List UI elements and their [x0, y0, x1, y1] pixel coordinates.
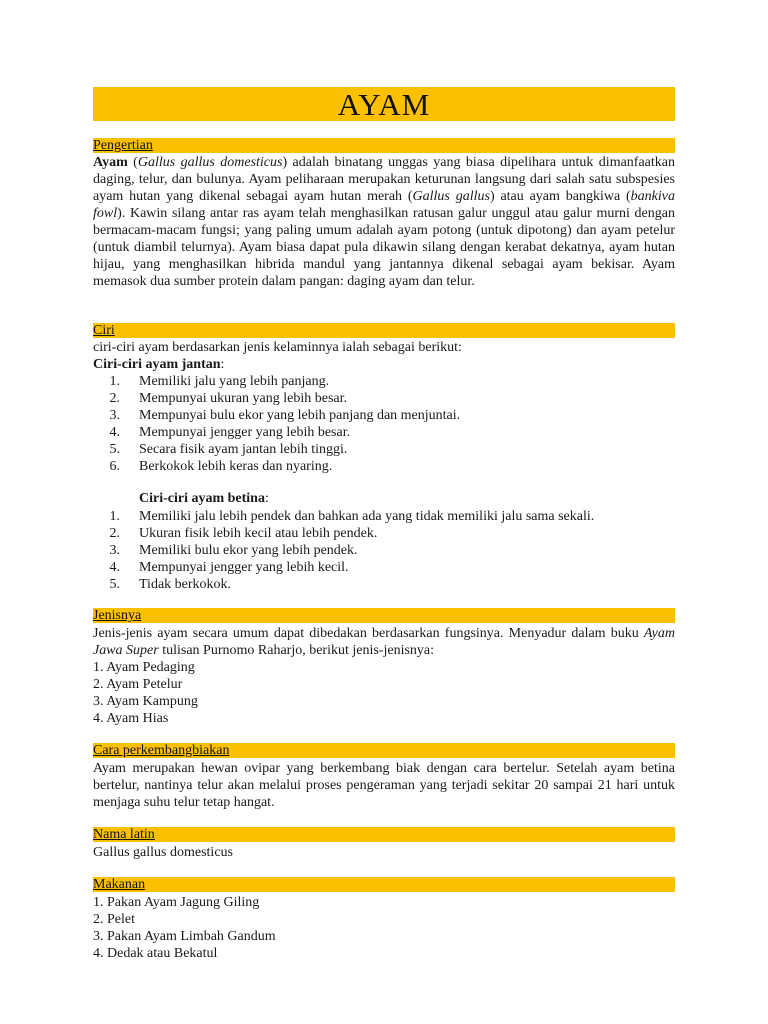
- scientific-name-2: Gallus gallus: [412, 189, 490, 204]
- section-heading-makanan: Makanan: [93, 877, 675, 892]
- section-heading-nama-latin: Nama latin: [93, 827, 675, 842]
- list-number: 4.: [109, 425, 120, 440]
- list-number: 6.: [109, 459, 120, 474]
- list-number: 1.: [109, 374, 120, 389]
- book-title: Ayam Jawa Super: [93, 626, 675, 658]
- pengertian-paragraph: [93, 154, 675, 290]
- list-item: Mempunyai ukuran yang lebih besar.: [139, 391, 348, 406]
- jenis-text-a: Jenis-jenis ayam secara umum dapat dibedakan berdasarkan fungsinya. Menyadur dalam buku: [93, 626, 644, 641]
- list-item: 4. Dedak atau Bekatul: [93, 946, 218, 961]
- list-number: 2.: [109, 526, 120, 541]
- ciri-jantan-colon: :: [220, 357, 225, 372]
- list-number: 5.: [109, 577, 120, 592]
- ciri-jantan-label: [93, 356, 224, 373]
- ciri-jantan-title: Ciri-ciri ayam jantan: [93, 357, 221, 372]
- pengertian-text-a: (: [127, 155, 138, 170]
- ciri-intro: ciri-ciri ayam berdasarkan jenis kelaminnya ialah sebagai berikut:: [93, 340, 462, 355]
- list-number: 3.: [109, 543, 120, 558]
- scientific-name: Gallus gallus domesticus: [137, 155, 283, 170]
- list-item: Tidak berkokok.: [139, 577, 232, 592]
- list-item: Secara fisik ayam jantan lebih tinggi.: [139, 442, 348, 457]
- section-heading-cara: Cara perkembangbiakan: [93, 743, 675, 758]
- pengertian-text-c: ) atau ayam bangkiwa (: [489, 189, 631, 204]
- list-item: Memiliki jalu yang lebih panjang.: [139, 374, 330, 389]
- jenis-text-b: tulisan Purnomo Raharjo, berikut jenis-jenisnya:: [158, 643, 435, 658]
- list-item: Ukuran fisik lebih kecil atau lebih pendek.: [139, 526, 378, 541]
- list-number: 1.: [109, 509, 120, 524]
- section-heading-pengertian: Pengertian: [93, 138, 675, 153]
- list-item: Berkokok lebih keras dan nyaring.: [139, 459, 333, 474]
- term-ayam: Ayam: [93, 155, 128, 170]
- list-item: Memiliki bulu ekor yang lebih pendek.: [139, 543, 358, 558]
- list-item: 1. Pakan Ayam Jagung Giling: [93, 895, 260, 910]
- list-number: 4.: [109, 560, 120, 575]
- list-item: 2. Pelet: [93, 912, 135, 927]
- document-title: AYAM: [93, 87, 675, 121]
- list-number: 5.: [109, 442, 120, 457]
- ciri-betina-colon: :: [264, 491, 269, 506]
- ciri-betina-title: Ciri-ciri ayam betina: [139, 491, 265, 506]
- scientific-name-3: bankiva fowl: [93, 189, 675, 221]
- section-heading-jenisnya: Jenisnya: [93, 608, 675, 623]
- list-item: 3. Ayam Kampung: [93, 694, 198, 709]
- list-item: 2. Ayam Petelur: [93, 677, 183, 692]
- section-heading-ciri: Ciri: [93, 323, 675, 338]
- jenis-paragraph: [93, 625, 675, 659]
- list-item: Memiliki jalu lebih pendek dan bahkan ada yang tidak memiliki jalu sama sekali.: [139, 509, 595, 524]
- list-item: Mempunyai bulu ekor yang lebih panjang dan menjuntai.: [139, 408, 461, 423]
- list-number: 2.: [109, 391, 120, 406]
- list-item: 1. Ayam Pedaging: [93, 660, 195, 675]
- list-item: Mempunyai jengger yang lebih besar.: [139, 425, 351, 440]
- list-item: Mempunyai jengger yang lebih kecil.: [139, 560, 349, 575]
- list-number: 3.: [109, 408, 120, 423]
- pengertian-text-d: ). Kawin silang antar ras ayam telah menghasilkan ratusan galur unggul atau galur murni dengan bermacam-macam fungsi; yang paling umum adalah ayam potong (untuk dipotong) dan ayam petelur (untuk diambil telurnya). Ayam biasa dapat pula dikawin silang dengan kerabat dekatnya, ayam hutan hijau, yang menghasilkan hibrida mandul yang jantannya dikenal sebagai ayam bekisar. Ayam memasok dua sumber protein dalam pangan: daging ayam dan telur.: [93, 206, 675, 289]
- list-item: 4. Ayam Hias: [93, 711, 169, 726]
- cara-paragraph: Ayam merupakan hewan ovipar yang berkembang biak dengan cara bertelur. Setelah ayam betina bertelur, nantinya telur akan melalui proses pengeraman yang terjadi sekitar 20 sampai 21 hari untuk menjaga suhu telur tetap hangat.: [93, 761, 675, 810]
- nama-latin-text: Gallus gallus domesticus: [93, 845, 233, 860]
- list-item: 3. Pakan Ayam Limbah Gandum: [93, 929, 276, 944]
- ciri-betina-label: [139, 490, 269, 507]
- pengertian-text-b: ) adalah binatang unggas yang biasa dipelihara untuk dimanfaatkan daging, telur, dan bulunya. Ayam peliharaan merupakan keturunan langsung dari salah satu subspesies ayam hutan yang dikenal sebagai ayam hutan merah (: [93, 155, 675, 204]
